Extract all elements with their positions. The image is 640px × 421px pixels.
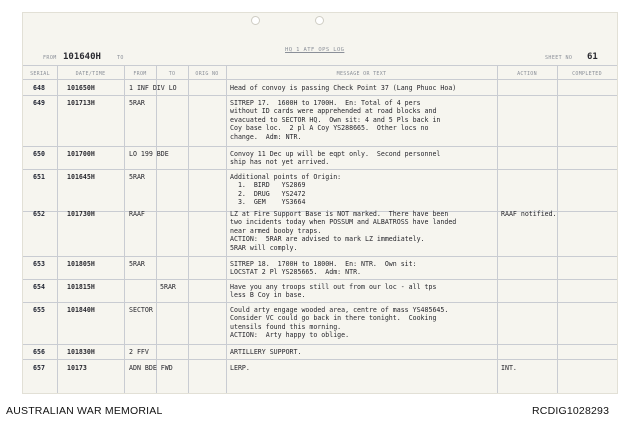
from-value: 101640H	[63, 52, 101, 62]
column-header-datetime: DATE/TIME	[75, 71, 106, 77]
column-header-orig-no: ORIG NO	[195, 71, 219, 77]
rule	[23, 169, 617, 170]
date-time: 101840H	[67, 306, 95, 314]
rule	[23, 302, 617, 303]
column-header-serial: SERIAL	[30, 71, 50, 77]
column-header-completed: COMPLETED	[572, 71, 602, 77]
record-id: RCDIG1028293	[532, 405, 610, 417]
date-time: 101815H	[67, 283, 95, 291]
date-time: 101650H	[67, 84, 95, 92]
column-header-to: TO	[168, 71, 176, 77]
from: 2 FFV	[129, 348, 149, 356]
punch-hole	[251, 16, 260, 25]
column-header-from: FROM	[133, 71, 147, 77]
rule	[23, 79, 617, 80]
log-sheet	[22, 12, 618, 394]
date-time: 101700H	[67, 150, 95, 158]
from: 5RAR	[129, 260, 145, 268]
rule	[23, 256, 617, 257]
punch-hole	[315, 16, 324, 25]
message: LERP.	[230, 364, 250, 372]
message: LZ at Fire Support Base is NOT marked. There have been two incidents today when POSSUM and ALBATROSS have landed near armed booby traps. ACTION: 5RAR are advised to mark LZ immediately. 5RAR will comply.	[230, 210, 457, 252]
column-header-message: MESSAGE OR TEXT	[336, 71, 387, 77]
institution-credit: AUSTRALIAN WAR MEMORIAL	[6, 405, 163, 417]
serial: 657	[33, 364, 45, 372]
log-title: HQ 1 ATF OPS LOG	[285, 47, 345, 53]
rule	[23, 146, 617, 147]
rule	[23, 65, 617, 66]
message: Convoy 11 Dec up will be eqpt only. Second personnel ship has not yet arrived.	[230, 150, 441, 167]
message: ARTILLERY SUPPORT.	[230, 348, 302, 356]
serial: 656	[33, 348, 45, 356]
sheet-value: 61	[587, 52, 598, 62]
date-time: 101830H	[67, 348, 95, 356]
serial: 654	[33, 283, 45, 291]
rule	[23, 344, 617, 345]
from: SECTOR	[129, 306, 153, 314]
date-time: 101805H	[67, 260, 95, 268]
rule	[23, 95, 617, 96]
serial: 653	[33, 260, 45, 268]
serial: 650	[33, 150, 45, 158]
date-time: 101713H	[67, 99, 95, 107]
serial: 648	[33, 84, 45, 92]
column-header-action: ACTION	[517, 71, 537, 77]
date-time: 10173	[67, 364, 87, 372]
message: Additional points of Origin: 1. BIRD YS2869 2. DRUG YS2472 3. GEM YS3664	[230, 173, 342, 207]
rule	[23, 279, 617, 280]
serial: 655	[33, 306, 45, 314]
sheet-label: SHEET NO	[545, 55, 573, 61]
message: Could arty engage wooded area, centre of mass YS485645. Consider VC could go back in there tonight. Cooking utensils found this morning. ACTION: Arty happy to oblige.	[230, 306, 449, 340]
to: 5RAR	[160, 283, 176, 291]
from: RAAF	[129, 210, 145, 218]
from: 1 INF DIV LO	[129, 84, 177, 92]
message: SITREP 18. 1700H to 1800H. En: NTR. Own sit: LOCSTAT 2 Pl YS285665. Adm: NTR.	[230, 260, 417, 277]
message: Head of convoy is passing Check Point 37 (Lang Phuoc Hoa)	[230, 84, 457, 92]
from: ADN BDE FWD	[129, 364, 173, 372]
action: RAAF notified.	[501, 210, 557, 218]
date-time: 101645H	[67, 173, 95, 181]
date-time: 101730H	[67, 210, 95, 218]
message: SITREP 17. 1600H to 1700H. En: Total of 4 pers without ID cards were apprehended at road blocks and evacuated to SECTOR HQ. Own sit: 4 and 5 Pls back in Coy base loc. 2 pl A Coy YS288665. Other locs no change. Adm: NTR.	[230, 99, 441, 141]
action: INT.	[501, 364, 517, 372]
to-label: TO	[117, 55, 124, 61]
from-label: FROM	[43, 55, 57, 61]
rule	[23, 359, 617, 360]
serial: 651	[33, 173, 45, 181]
from: 5RAR	[129, 99, 145, 107]
serial: 652	[33, 210, 45, 218]
serial: 649	[33, 99, 45, 107]
from: 5RAR	[129, 173, 145, 181]
message: Have you any troops still out from our loc - all tps less B Coy in base.	[230, 283, 437, 300]
from: LO 199 BDE	[129, 150, 169, 158]
